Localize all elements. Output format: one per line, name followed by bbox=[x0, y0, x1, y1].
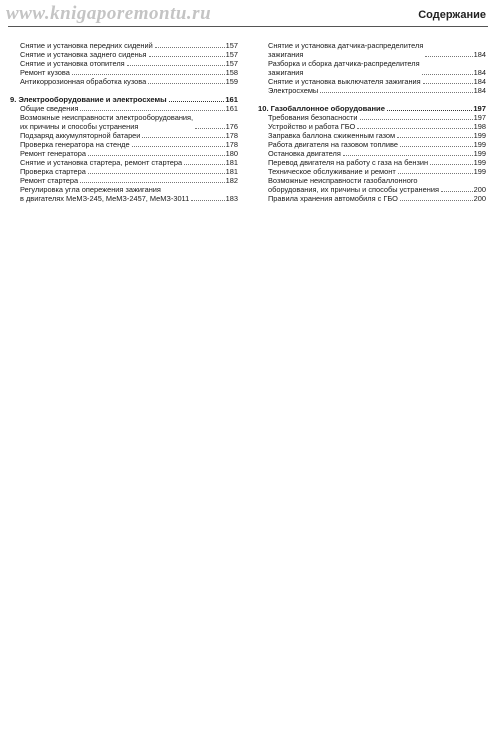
toc-entry-title: Работа двигателя на газовом топливе bbox=[268, 140, 398, 149]
toc-entry-title: Снятие и установка выключателя зажигания bbox=[268, 77, 421, 86]
dot-leader bbox=[88, 155, 225, 156]
toc-entry-title-wrap bbox=[268, 77, 474, 86]
toc-entry-title-wrap bbox=[268, 59, 474, 77]
toc-page-number: 182 bbox=[225, 176, 238, 185]
toc-entry-title-wrap bbox=[268, 194, 474, 203]
toc-entry-title: Антикоррозионная обработка кузова bbox=[20, 77, 147, 86]
toc-entry bbox=[258, 86, 486, 95]
toc-page-number: 158 bbox=[225, 68, 238, 77]
toc-entry-title: Снятие и установка передних сидений bbox=[20, 41, 153, 50]
toc-entry bbox=[10, 185, 238, 203]
dot-leader bbox=[422, 74, 473, 75]
toc-page-number: 161 bbox=[225, 104, 238, 113]
toc-page-number: 199 bbox=[473, 149, 486, 158]
toc-entry bbox=[10, 113, 238, 131]
toc-entry-title: Электросхемы bbox=[268, 86, 319, 95]
toc-entry-title-wrap bbox=[10, 95, 225, 104]
toc-entry bbox=[258, 140, 486, 149]
toc-entry-title-wrap bbox=[20, 167, 226, 176]
toc-entry-title-wrap bbox=[20, 104, 226, 113]
toc-entry-title: Проверка стартера bbox=[20, 167, 86, 176]
dot-leader bbox=[343, 155, 473, 156]
toc-entry-title-wrap bbox=[20, 176, 226, 185]
header-rule bbox=[8, 26, 488, 27]
dot-leader bbox=[360, 119, 473, 120]
toc-page-number: 197 bbox=[473, 104, 486, 113]
toc-entry-title-wrap bbox=[268, 131, 474, 140]
toc-entry-title: Возможные неисправности электрооборудования, их причины и способы устранения bbox=[20, 113, 194, 131]
dot-leader bbox=[387, 110, 472, 111]
toc-entry bbox=[10, 77, 238, 86]
toc-page-number: 181 bbox=[225, 167, 238, 176]
dot-leader bbox=[132, 146, 225, 147]
dot-leader bbox=[72, 74, 225, 75]
toc-entry bbox=[258, 59, 486, 77]
dot-leader bbox=[398, 173, 473, 174]
page-header-title: Содержание bbox=[418, 9, 486, 21]
toc-entry-title-wrap bbox=[20, 149, 226, 158]
toc-page-number: 199 bbox=[473, 131, 486, 140]
toc-entry bbox=[10, 167, 238, 176]
toc-column-right bbox=[258, 41, 486, 203]
toc-entry-title-wrap bbox=[268, 41, 474, 59]
dot-leader bbox=[155, 47, 225, 48]
toc-entry-title-wrap bbox=[268, 158, 474, 167]
toc-entry bbox=[258, 131, 486, 140]
toc-page-number: 199 bbox=[473, 158, 486, 167]
dot-leader bbox=[320, 92, 472, 93]
toc-entry bbox=[258, 194, 486, 203]
toc-page-number: 184 bbox=[473, 86, 486, 95]
toc-entry-title-wrap bbox=[20, 185, 226, 203]
toc-entry-title: Перевод двигателя на работу с газа на бензин bbox=[268, 158, 429, 167]
toc-entry-title-wrap bbox=[20, 158, 226, 167]
toc-entry-title: Ремонт генератора bbox=[20, 149, 86, 158]
toc-page-number: 157 bbox=[225, 41, 238, 50]
toc-entry bbox=[258, 176, 486, 194]
toc-entry-title: Общие сведения bbox=[20, 104, 79, 113]
toc-page-number: 178 bbox=[225, 140, 238, 149]
toc-entry bbox=[10, 50, 238, 59]
toc-entry-title-wrap bbox=[268, 176, 474, 194]
toc-entry-title: Снятие и установка датчика-распределителя зажигания bbox=[268, 41, 424, 59]
toc-entry bbox=[10, 59, 238, 68]
toc-entry-title: Подзаряд аккумуляторной батареи bbox=[20, 131, 141, 140]
toc-entry bbox=[10, 158, 238, 167]
toc-section-entry bbox=[258, 104, 486, 113]
toc-entry-title: Снятие и установка отопителя bbox=[20, 59, 125, 68]
watermark-text: www.knigaporemontu.ru bbox=[6, 3, 212, 24]
toc-entry-title-wrap bbox=[20, 68, 226, 77]
dot-leader bbox=[423, 83, 473, 84]
toc-entry-title: Остановка двигателя bbox=[268, 149, 341, 158]
dot-leader bbox=[400, 146, 473, 147]
toc-page-number: 184 bbox=[473, 50, 486, 59]
dot-leader bbox=[80, 182, 225, 183]
toc-page-number: 176 bbox=[225, 122, 238, 131]
dot-leader bbox=[400, 200, 473, 201]
toc-entry-title: Регулировка угла опережения зажигания в двигателях МеМЗ-245, МеМЗ-2457, МеМЗ-3011 bbox=[20, 185, 190, 203]
dot-leader bbox=[195, 128, 225, 129]
toc-entry bbox=[258, 158, 486, 167]
dot-leader bbox=[169, 101, 225, 102]
toc-entry-title: Заправка баллона сжиженным газом bbox=[268, 131, 396, 140]
toc-entry bbox=[258, 149, 486, 158]
toc-page-number: 200 bbox=[473, 185, 486, 194]
dot-leader bbox=[191, 200, 224, 201]
toc-entry-title-wrap bbox=[20, 41, 226, 50]
toc-page-number: 157 bbox=[225, 50, 238, 59]
dot-leader bbox=[149, 56, 225, 57]
dot-leader bbox=[430, 164, 473, 165]
toc-entry-title: Требования безопасности bbox=[268, 113, 358, 122]
toc-page-number: 157 bbox=[225, 59, 238, 68]
toc-page-number: 197 bbox=[473, 113, 486, 122]
toc-entry-title: 9. Электрооборудование и электросхемы bbox=[10, 95, 167, 104]
toc-entry-title-wrap bbox=[268, 149, 474, 158]
dot-leader bbox=[357, 128, 472, 129]
toc-page-number: 199 bbox=[473, 140, 486, 149]
dot-leader bbox=[80, 110, 224, 111]
toc-entry bbox=[10, 41, 238, 50]
toc-page-number: 198 bbox=[473, 122, 486, 131]
toc-entry bbox=[258, 41, 486, 59]
toc-page-number: 200 bbox=[473, 194, 486, 203]
toc-page-number: 161 bbox=[225, 95, 238, 104]
toc-entry bbox=[258, 77, 486, 86]
dot-leader bbox=[88, 173, 225, 174]
toc-entry-title: Проверка генератора на стенде bbox=[20, 140, 130, 149]
dot-leader bbox=[142, 137, 224, 138]
dot-leader bbox=[397, 137, 473, 138]
toc-page-number: 183 bbox=[225, 194, 238, 203]
dot-leader bbox=[441, 191, 473, 192]
toc-entry-title-wrap bbox=[20, 113, 226, 131]
dot-leader bbox=[184, 164, 225, 165]
toc-entry bbox=[258, 113, 486, 122]
toc-entry-title-wrap bbox=[258, 104, 473, 113]
toc-entry-title-wrap bbox=[20, 77, 226, 86]
toc-entry bbox=[10, 149, 238, 158]
toc-entry-title-wrap bbox=[268, 122, 474, 131]
toc-entry-title: Снятие и установка заднего сиденья bbox=[20, 50, 147, 59]
toc-entry bbox=[258, 122, 486, 131]
dot-leader bbox=[127, 65, 225, 66]
toc-entry bbox=[10, 131, 238, 140]
toc-page-number: 178 bbox=[225, 131, 238, 140]
toc-entry-title: Снятие и установка стартера, ремонт стартера bbox=[20, 158, 183, 167]
toc-entry-title: Правила хранения автомобиля с ГБО bbox=[268, 194, 398, 203]
toc-entry-title: Устройство и работа ГБО bbox=[268, 122, 356, 131]
dot-leader bbox=[425, 56, 472, 57]
toc-entry bbox=[10, 140, 238, 149]
toc-page-number: 181 bbox=[225, 158, 238, 167]
toc-entry-title: 10. Газобаллонное оборудование bbox=[258, 104, 385, 113]
toc-page-number: 199 bbox=[473, 167, 486, 176]
toc-section-entry bbox=[10, 95, 238, 104]
dot-leader bbox=[148, 83, 224, 84]
toc-entry-title-wrap bbox=[20, 59, 226, 68]
toc-entry-title-wrap bbox=[20, 50, 226, 59]
toc-page-number: 159 bbox=[225, 77, 238, 86]
toc-entry bbox=[10, 104, 238, 113]
toc-entry-title: Ремонт кузова bbox=[20, 68, 70, 77]
toc-entry bbox=[10, 176, 238, 185]
toc-entry-title-wrap bbox=[268, 140, 474, 149]
toc-entry-title-wrap bbox=[268, 86, 474, 95]
toc-entry-title: Ремонт стартера bbox=[20, 176, 79, 185]
toc-entry-title: Разборка и сборка датчика-распределителя зажигания bbox=[268, 59, 420, 77]
toc-entry-title-wrap bbox=[268, 167, 474, 176]
toc-entry-title: Техническое обслуживание и ремонт bbox=[268, 167, 396, 176]
toc-entry-title-wrap bbox=[20, 140, 226, 149]
toc-entry-title-wrap bbox=[268, 113, 474, 122]
toc-entry bbox=[258, 167, 486, 176]
toc-column-left bbox=[10, 41, 238, 203]
toc-page-number: 184 bbox=[473, 77, 486, 86]
toc-page-number: 184 bbox=[473, 68, 486, 77]
toc-entry bbox=[10, 68, 238, 77]
toc-page-number: 180 bbox=[225, 149, 238, 158]
toc-entry-title: Возможные неисправности газобаллонного оборудования, их причины и способы устранения bbox=[268, 176, 439, 194]
toc-entry-title-wrap bbox=[20, 131, 226, 140]
